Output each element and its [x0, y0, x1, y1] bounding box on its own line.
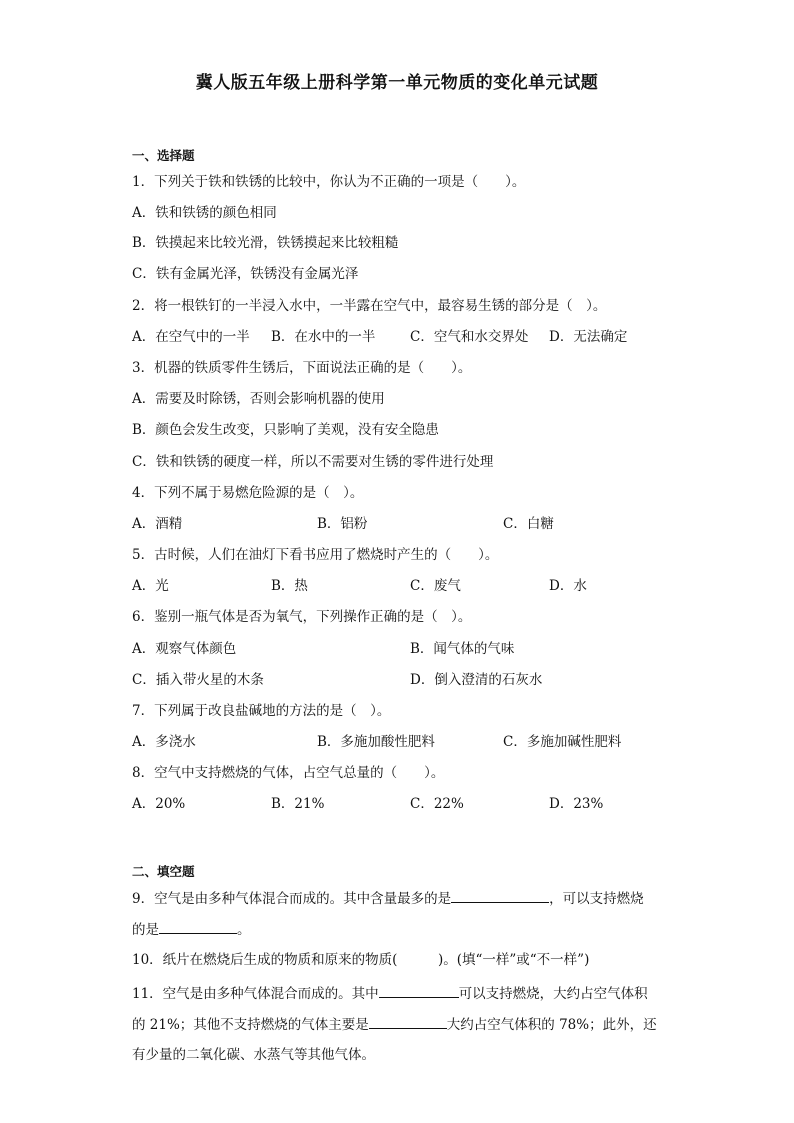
question-9-text-4: 。 — [237, 922, 251, 938]
question-1-option-a: A．铁和铁锈的颜色相同 — [132, 205, 277, 221]
question-4-stem: 4．下列不属于易燃危险源的是（ ）。 — [132, 485, 364, 501]
answer-blank[interactable] — [451, 888, 549, 903]
question-3-option-b: B．颜色会发生改变，只影响了美观，没有安全隐患 — [132, 422, 439, 438]
question-2-option-a: A．在空气中的一半 — [132, 329, 250, 345]
question-6-option-c: C．插入带火星的木条 — [132, 672, 264, 688]
question-7-option-b: B．多施加酸性肥料 — [317, 734, 435, 750]
question-3-stem: 3．机器的铁质零件生锈后，下面说法正确的是（ ）。 — [132, 360, 472, 376]
question-5-option-d: D．水 — [549, 578, 587, 594]
question-10: 10．纸片在燃烧后生成的物质和原来的物质( )。(填“一样”或“不一样”) — [132, 952, 590, 968]
question-11-line-1 — [132, 983, 648, 1004]
question-6-option-d: D．倒入澄清的石灰水 — [410, 672, 543, 688]
question-8-option-d: D．23% — [549, 796, 604, 812]
question-4-option-a: A．酒精 — [132, 516, 183, 532]
question-11-line-2 — [132, 1014, 657, 1035]
question-9-line-2 — [132, 919, 251, 940]
question-5-stem: 5．古时候，人们在油灯下看书应用了燃烧时产生的（ ）。 — [132, 547, 499, 563]
question-2-option-b: B．在水中的一半 — [271, 329, 376, 345]
question-8-option-b: B．21% — [271, 796, 325, 812]
question-4-option-c: C．白糖 — [503, 516, 554, 532]
question-5-option-a: A．光 — [132, 578, 169, 594]
section-heading-choice: 一、选择题 — [132, 148, 195, 163]
question-6-option-a: A．观察气体颜色 — [132, 641, 237, 657]
answer-blank[interactable] — [369, 1014, 447, 1029]
question-11-text-4: 大约占空气体积的 78%；此外，还 — [446, 1017, 657, 1033]
question-9-text-3: 的是 — [132, 922, 159, 938]
question-11-text-1: 11．空气是由多种气体混合而成的。其中 — [132, 986, 379, 1002]
question-4-option-b: B．铝粉 — [317, 516, 368, 532]
question-5-option-c: C．废气 — [410, 578, 461, 594]
question-8-option-c: C．22% — [410, 796, 464, 812]
question-8-option-a: A．20% — [132, 796, 186, 812]
question-1-option-b: B．铁摸起来比较光滑，铁锈摸起来比较粗糙 — [132, 235, 399, 251]
question-11-text-2: 可以支持燃烧，大约占空气体积 — [458, 986, 648, 1002]
answer-blank[interactable] — [379, 983, 459, 998]
question-7-option-c: C．多施加碱性肥料 — [503, 734, 622, 750]
question-2-stem: 2．将一根铁钉的一半浸入水中，一半露在空气中，最容易生锈的部分是（ ）。 — [132, 298, 607, 314]
question-3-option-a: A．需要及时除锈，否则会影响机器的使用 — [132, 391, 385, 407]
question-7-stem: 7．下列属于改良盐碱地的方法的是（ ）。 — [132, 703, 391, 719]
question-6-option-b: B．闻气体的气味 — [410, 641, 515, 657]
question-6-stem: 6．鉴别一瓶气体是否为氧气，下列操作正确的是（ ）。 — [132, 609, 472, 625]
question-2-option-c: C．空气和水交界处 — [410, 329, 529, 345]
question-5-option-b: B．热 — [271, 578, 308, 594]
question-3-option-c: C．铁和铁锈的硬度一样，所以不需要对生锈的零件进行处理 — [132, 454, 494, 470]
question-11-line-3: 有少量的二氧化碳、水蒸气等其他气体。 — [132, 1047, 375, 1063]
question-9-text-1: 9．空气是由多种气体混合而成的。其中含量最多的是 — [132, 891, 452, 907]
section-heading-fill: 二、填空题 — [132, 864, 195, 879]
page-title: 冀人版五年级上册科学第一单元物质的变化单元试题 — [195, 73, 599, 93]
question-11-text-3: 的 21%；其他不支持燃烧的气体主要是 — [132, 1017, 369, 1033]
question-2-option-d: D．无法确定 — [549, 329, 628, 345]
question-1-stem: 1．下列关于铁和铁锈的比较中，你认为不正确的一项是（ ）。 — [132, 174, 526, 190]
question-8-stem: 8．空气中支持燃烧的气体，占空气总量的（ ）。 — [132, 765, 445, 781]
question-7-option-a: A．多浇水 — [132, 734, 196, 750]
answer-blank[interactable] — [159, 919, 237, 934]
question-1-option-c: C．铁有金属光泽，铁锈没有金属光泽 — [132, 266, 359, 282]
question-9-line-1 — [132, 888, 644, 909]
question-9-text-2: ，可以支持燃烧 — [549, 891, 644, 907]
